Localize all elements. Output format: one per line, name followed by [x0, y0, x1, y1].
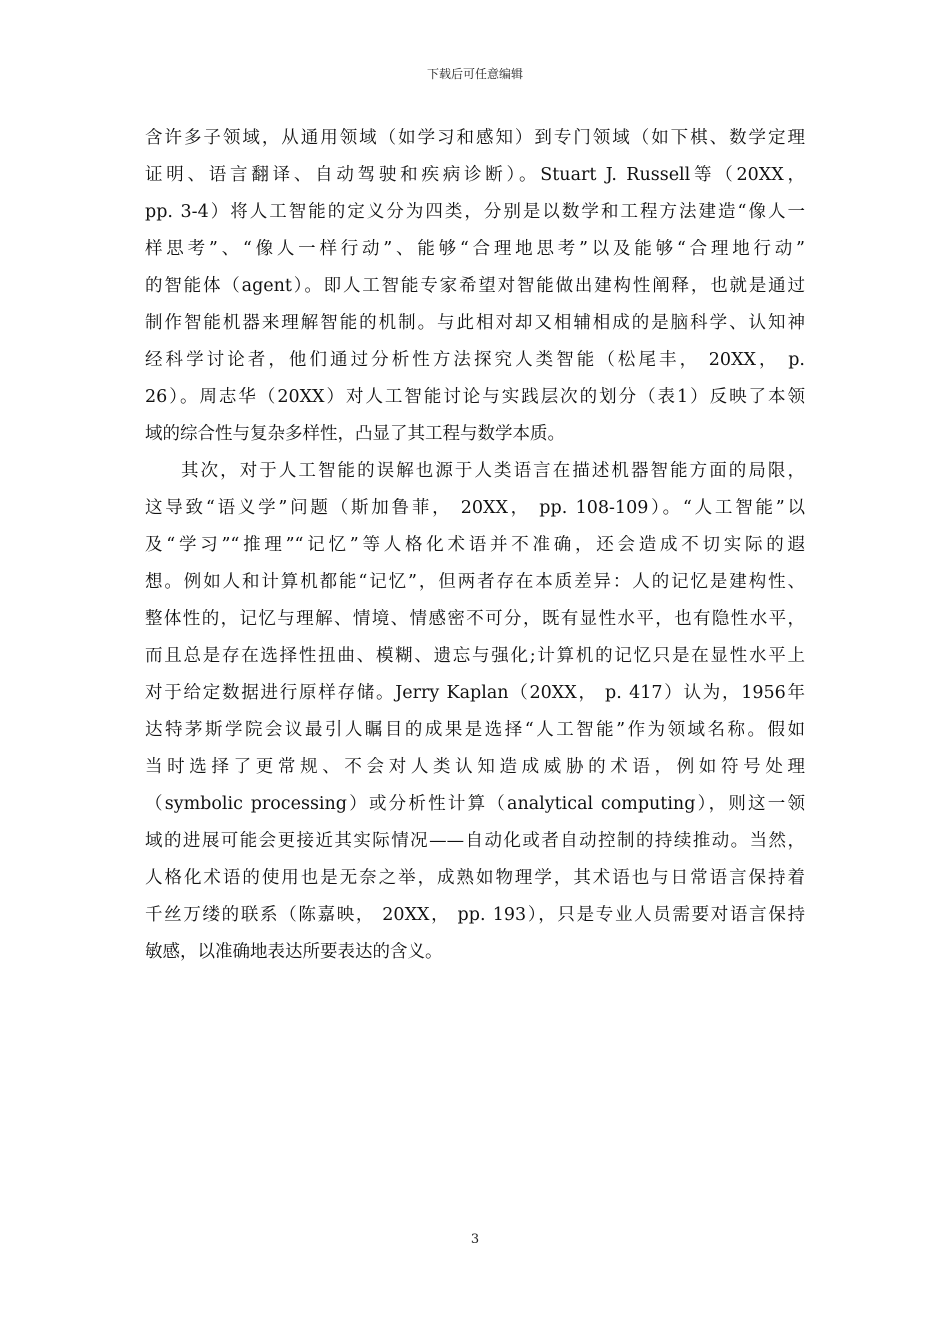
text-line: 制作智能机器来理解智能的机制。与此相对却又相辅相成的是脑科学、认知神	[145, 313, 805, 333]
text-line: 样思考”、“像人一样行动”、能够“合理地思考”以及能够“合理地行动”	[145, 239, 805, 259]
page-header: 下载后可任意编辑	[426, 67, 523, 81]
paragraph-1	[145, 120, 805, 453]
text-line: 证明、语言翻译、自动驾驶和疾病诊断）。Stuart J. Russell等（20XX，	[145, 165, 805, 185]
text-line: 人格化术语的使用也是无奈之举，成熟如物理学，其术语也与日常语言保持着	[145, 868, 805, 888]
page-number: 3	[470, 1232, 480, 1247]
text-line: 千丝万缕的联系（陈嘉映， 20XX， pp. 193），只是专业人员需要对语言保持	[145, 905, 805, 925]
text-line: 而且总是存在选择性扭曲、模糊、遗忘与强化;计算机的记忆只是在显性水平上	[145, 646, 805, 666]
text-line: 的智能体（agent）。即人工智能专家希望对智能做出建构性阐释，也就是通过	[145, 276, 805, 296]
text-line: 经科学讨论者，他们通过分析性方法探究人类智能（松尾丰， 20XX， p.	[145, 350, 805, 370]
document-body	[145, 120, 805, 971]
text-line: 达特茅斯学院会议最引人瞩目的成果是选择“人工智能”作为领域名称。假如	[145, 720, 805, 740]
text-line: 对于给定数据进行原样存储。Jerry Kaplan（20XX， p. 417）认为，1956年	[145, 683, 805, 703]
text-line: 域的进展可能会更接近其实际情况——自动化或者自动控制的持续推动。当然，	[145, 831, 805, 851]
text-line: 含许多子领域，从通用领域（如学习和感知）到专门领域（如下棋、数学定理	[145, 128, 805, 148]
text-line: 当时选择了更常规、不会对人类认知造成威胁的术语，例如符号处理	[145, 757, 805, 777]
text-line: pp. 3-4）将人工智能的定义分为四类，分别是以数学和工程方法建造“像人一	[145, 202, 805, 222]
text-line: 域的综合性与复杂多样性，凸显了其工程与数学本质。	[145, 424, 565, 444]
text-line: （symbolic processing）或分析性计算（analytical computing），则这一领	[145, 794, 805, 814]
text-line: 及“学习”“推理”“记忆”等人格化术语并不准确，还会造成不切实际的遐	[145, 535, 805, 555]
paragraph-2	[145, 453, 805, 971]
text-line: 想。例如人和计算机都能“记忆”，但两者存在本质差异：人的记忆是建构性、	[145, 572, 805, 592]
text-line: 26）。周志华（20XX）对人工智能讨论与实践层次的划分（表1）反映了本领	[145, 387, 805, 407]
text-line: 这导致“语义学”问题（斯加鲁菲， 20XX， pp. 108-109）。“人工智能”以	[145, 498, 805, 518]
text-line: 敏感，以准确地表达所要表达的含义。	[145, 942, 443, 962]
text-line: 整体性的，记忆与理解、情境、情感密不可分，既有显性水平，也有隐性水平，	[145, 609, 805, 629]
text-line: 其次，对于人工智能的误解也源于人类语言在描述机器智能方面的局限，	[181, 461, 805, 481]
